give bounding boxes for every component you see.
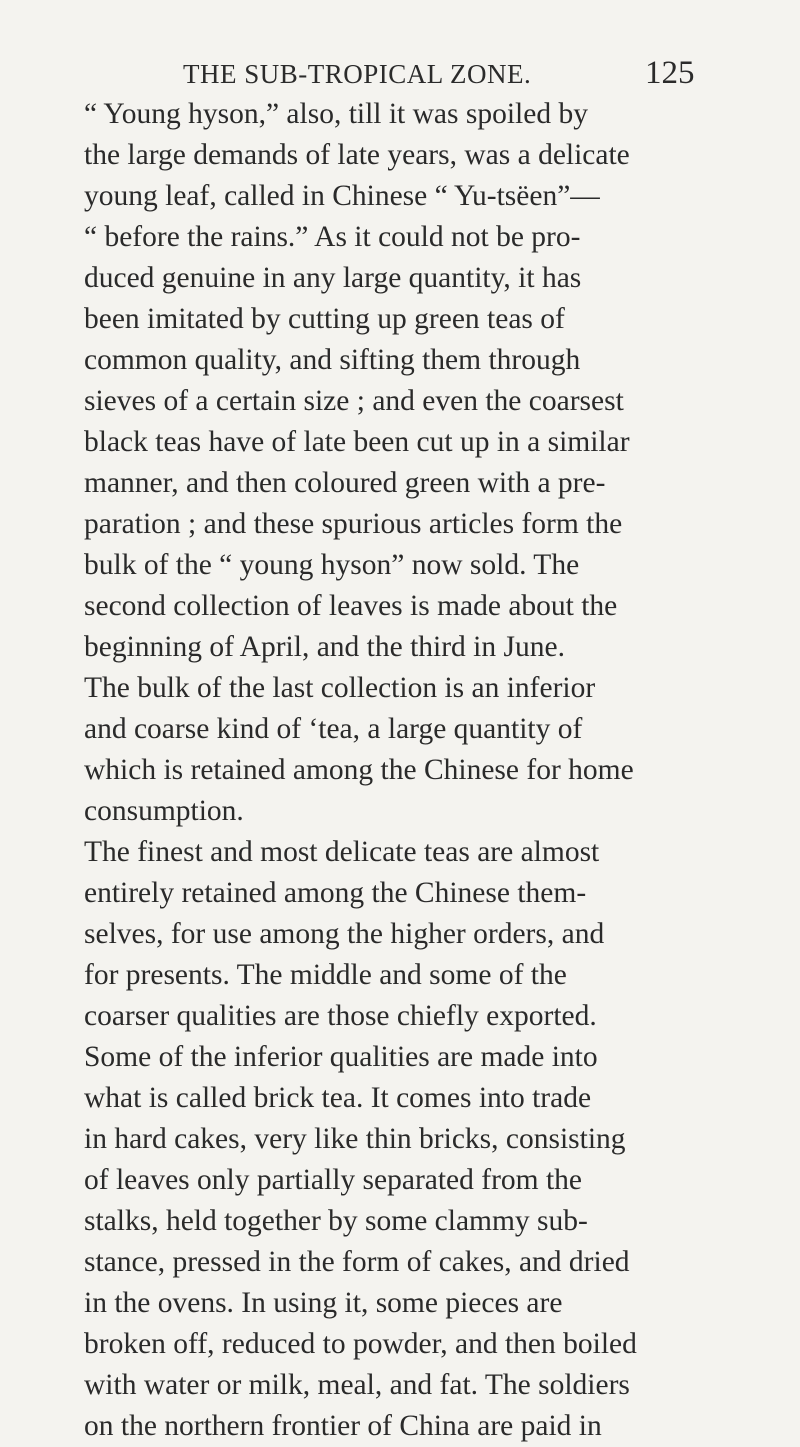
text-line: in the ovens. In using it, some pieces are bbox=[84, 1287, 563, 1319]
text-line: coarser qualities are those chiefly exported. bbox=[84, 1000, 597, 1032]
text-line: second collection of leaves is made about the bbox=[84, 590, 618, 622]
text-line: The bulk of the last collection is an inferior bbox=[84, 672, 596, 704]
text-line: selves, for use among the higher orders, and bbox=[84, 918, 605, 950]
text-line: entirely retained among the Chinese them- bbox=[84, 877, 587, 909]
text-line: manner, and then coloured green with a pre- bbox=[84, 467, 606, 499]
text-line: Some of the inferior qualities are made into bbox=[84, 1041, 598, 1073]
text-line: and coarse kind of ‘tea, a large quantity of bbox=[84, 713, 583, 745]
page-number: 125 bbox=[645, 55, 695, 91]
text-line: what is called brick tea. It comes into trade bbox=[84, 1082, 592, 1114]
text-line: bulk of the “ young hyson” now sold. The bbox=[84, 549, 580, 581]
text-line: which is retained among the Chinese for home bbox=[84, 754, 634, 786]
text-line: “ before the rains.” As it could not be pro- bbox=[84, 221, 581, 253]
text-line: stance, pressed in the form of cakes, and dried bbox=[84, 1246, 630, 1278]
text-line: young leaf, called in Chinese “ Yu-tsëen”— bbox=[84, 180, 600, 212]
text-line: the large demands of late years, was a delicate bbox=[84, 139, 630, 171]
body-text bbox=[84, 94, 716, 1447]
text-line: “ Young hyson,” also, till it was spoiled by bbox=[84, 98, 588, 130]
text-line: consumption. bbox=[84, 795, 244, 827]
text-line: stalks, held together by some clammy sub- bbox=[84, 1205, 588, 1237]
text-line: duced genuine in any large quantity, it has bbox=[84, 262, 582, 294]
text-line: common quality, and sifting them through bbox=[84, 344, 581, 376]
text-line: paration ; and these spurious articles form the bbox=[84, 508, 623, 540]
text-line: in hard cakes, very like thin bricks, consisting bbox=[84, 1123, 626, 1155]
text-line: of leaves only partially separated from the bbox=[84, 1164, 583, 1196]
text-line: black teas have of late been cut up in a similar bbox=[84, 426, 630, 458]
text-line: on the northern frontier of China are paid in bbox=[84, 1410, 602, 1442]
text-line: beginning of April, and the third in June. bbox=[84, 631, 565, 663]
text-line: sieves of a certain size ; and even the coarsest bbox=[84, 385, 624, 417]
text-line: The finest and most delicate teas are almost bbox=[84, 836, 600, 868]
running-head: THE SUB-TROPICAL ZONE. bbox=[183, 59, 532, 89]
text-line: broken off, reduced to powder, and then boiled bbox=[84, 1328, 637, 1360]
text-line: been imitated by cutting up green teas of bbox=[84, 303, 565, 335]
text-line: for presents. The middle and some of the bbox=[84, 959, 567, 991]
text-line: with water or milk, meal, and fat. The soldiers bbox=[84, 1369, 630, 1401]
